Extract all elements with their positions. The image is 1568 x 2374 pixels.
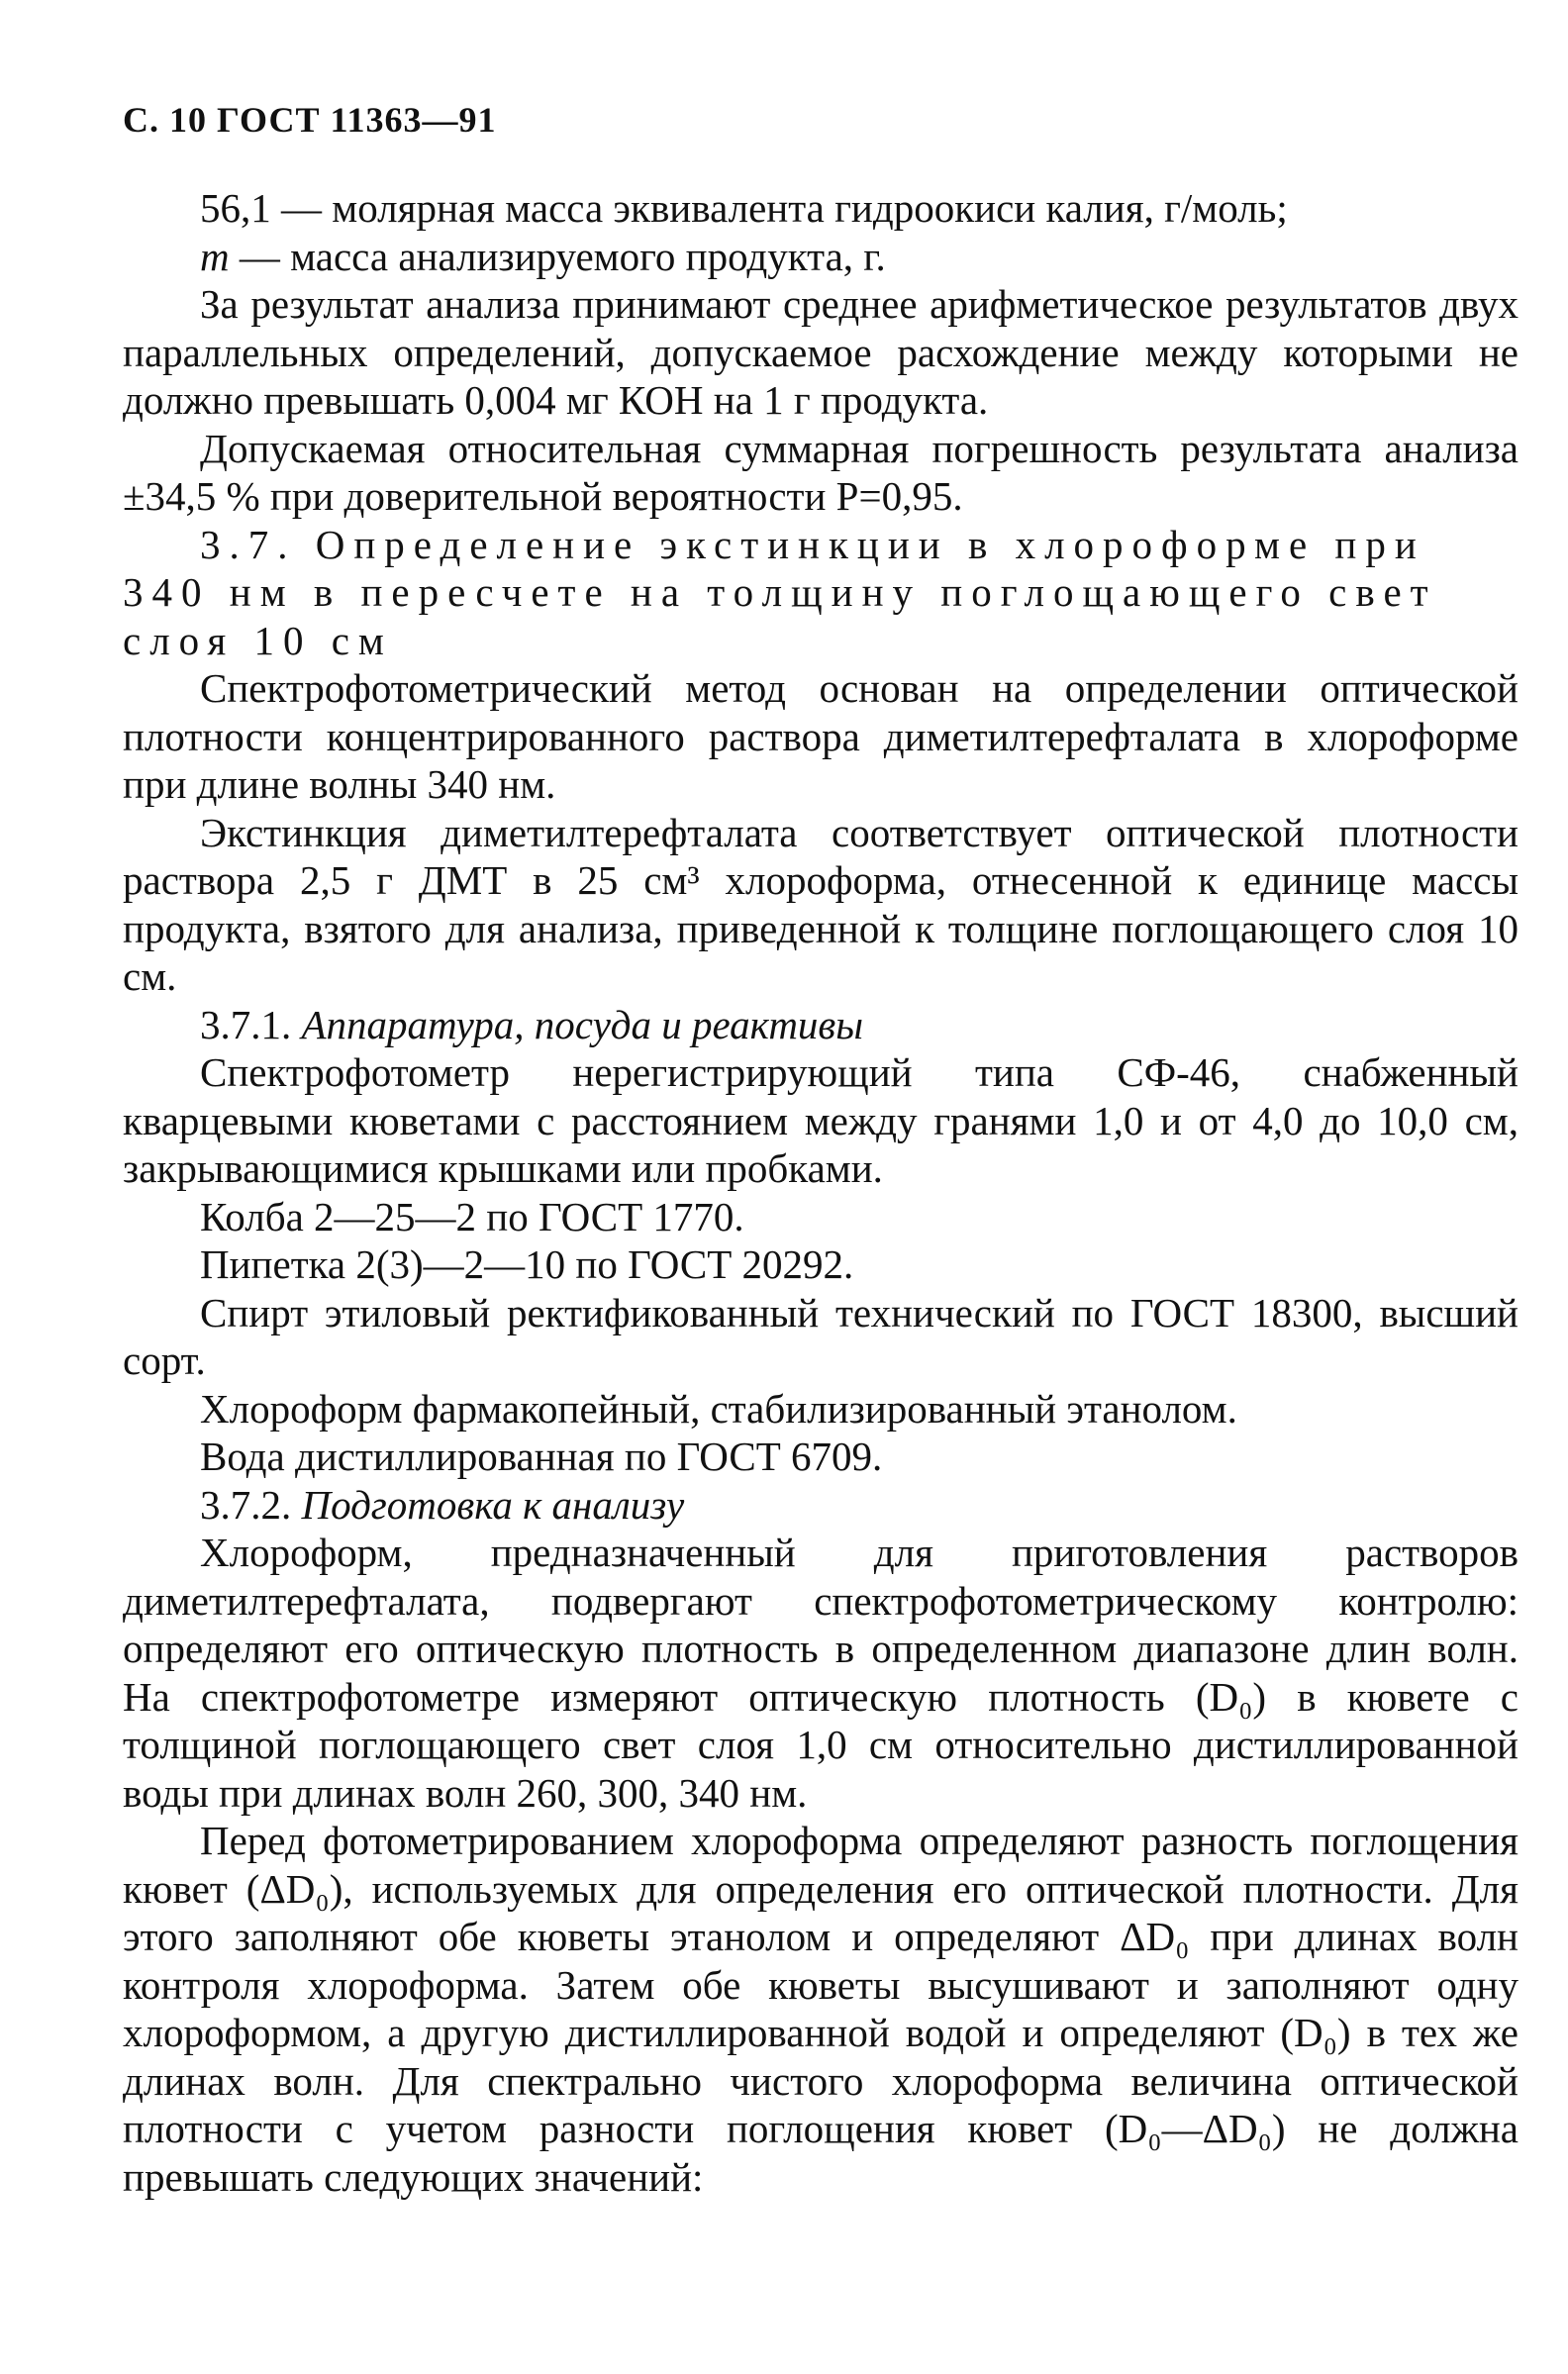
paragraph-photometry: Перед фотометрированием хлороформа определяют разность поглощения кювет (ΔD₀), используемых для определения его оптической плотности. Для этого заполняют обе кюветы этанолом и определяют ΔD₀ при длинах волн контроля хлороформа. Затем обе кюветы высушивают и заполняют одну хлороформом, а другую дистиллированной водой и определяют (D₀) в тех же длинах волн. Для спектрально чистого хлороформа величина оптической плотности с учетом разности поглощения кювет (D₀—ΔD₀) не должна превышать следующих значений:	[123, 1818, 1519, 2200]
paragraph-spectrophotometer: Спектрофотометр нерегистрирующий типа СФ-46, снабженный кварцевыми кюветами с расстоянием между гранями 1,0 и от 4,0 до 10,0 см, закрывающимися крышками или пробками.	[123, 1049, 1519, 1191]
subsection-3-7-2-heading	[123, 1481, 1519, 1530]
section-number: 3.7.	[200, 521, 297, 567]
section-title: Аппаратура, посуда и реактивы	[291, 1001, 863, 1047]
paragraph-result: За результат анализа принимают среднее арифметическое результатов двух параллельных определений, допускаемое расхождение между которыми не должно превышать 0,004 мг КОН на 1 г продукта.	[123, 281, 1519, 423]
paragraph-extinction: Экстинкция диметилтерефталата соответствует оптической плотности раствора 2,5 г ДМТ в 25 см³ хлороформа, отнесенной к единице массы продукта, взятого для анализа, приведенной к толщине поглощающего слоя 10 см.	[123, 809, 1519, 999]
paragraph-chloroform: Хлороформ фармакопейный, стабилизированный этанолом.	[200, 1385, 1237, 1432]
paragraph-water: Вода дистиллированная по ГОСТ 6709.	[200, 1434, 883, 1479]
formula-legend-m	[123, 233, 1519, 281]
paragraph-pipette: Пипетка 2(3)—2—10 по ГОСТ 20292.	[200, 1241, 854, 1287]
page-header: С. 10 ГОСТ 11363—91	[123, 100, 497, 140]
paragraph-error: Допускаемая относительная суммарная погрешность результата анализа ±34,5 % при доверительной вероятности P=0,95.	[123, 425, 1519, 519]
paragraph-flask: Колба 2—25—2 по ГОСТ 1770.	[200, 1193, 744, 1239]
legend-m-text: — масса анализируемого продукта, г.	[229, 233, 886, 279]
paragraph-preparation: Хлороформ, предназначенный для приготовления растворов диметилтерефталата, подвергают спектрофотометрическому контролю: определяют его оптическую плотность в определенном диапазоне длин волн. На спектрофотометре измеряют оптическую плотность (D₀) в кювете с толщиной поглощающего свет слоя 1,0 см относительно дистиллированной воды при длинах волн 260, 300, 340 нм.	[123, 1530, 1519, 1816]
formula-legend-56: 56,1 — молярная масса эквивалента гидроокиси калия, г/моль;	[200, 185, 1288, 231]
subsection-3-7-1-heading	[123, 1001, 1519, 1049]
section-title: Подготовка к анализу	[291, 1481, 685, 1528]
section-3-7-heading	[123, 521, 1519, 665]
paragraph-alcohol: Спирт этиловый ректификованный технический по ГОСТ 18300, высший сорт.	[123, 1289, 1519, 1383]
variable-m: m	[200, 233, 230, 279]
paragraph-method: Спектрофотометрический метод основан на определении оптической плотности концентрированного раствора диметилтерефталата в хлороформе при длине волны 340 нм.	[123, 665, 1519, 807]
section-title: Определение экстинкции в хлороформе при 340 нм в пересчете на толщину поглощающего свет слоя 10 см	[123, 521, 1437, 663]
document-body	[123, 184, 1519, 2201]
section-number: 3.7.1.	[200, 1001, 292, 1047]
section-number: 3.7.2.	[200, 1481, 292, 1528]
